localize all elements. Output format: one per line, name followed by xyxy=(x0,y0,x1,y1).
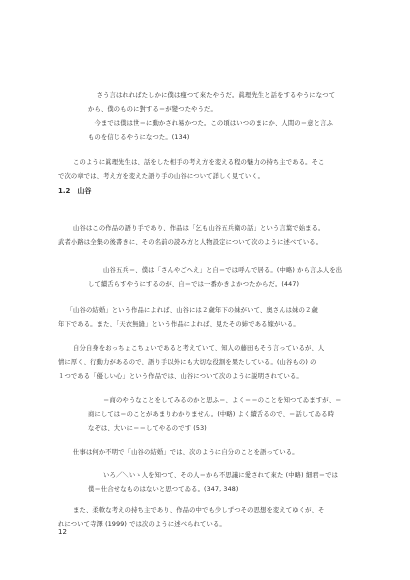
text-line: で次の章では、考え方を変えた語り手の山谷について詳しく見ていく。 xyxy=(58,173,265,180)
text-line: から、僕のものに對する＝が變つたやうだ。 xyxy=(88,106,217,113)
text-line: して續舌らすやうにするのが、自＝では一番かきよかつたからだ。(447) xyxy=(88,281,300,288)
page-number: 12 xyxy=(58,528,67,536)
text-line: １つである「優しい心」という作品では、山谷について次のように説明されている。 xyxy=(58,373,303,380)
text-line: 武者小路は全集の後書きに、その名前の読み方と人物設定について次のように述べている。 xyxy=(58,239,323,246)
text-line: さう言はれればたしかに僕は瘦つて來たやうだ。眞理先生と話をするやうになつて xyxy=(96,92,336,99)
text-line: れについて寺澤 (1999) では次のように述べられている。 xyxy=(58,521,226,528)
text-line: 情に厚く、行動力があるので、語り手以外にも大切な役割を果たしている。(山谷もの) の xyxy=(58,359,317,366)
text-line: 山谷五兵＝、僕は「さんやごへえ」と自＝では呼んで居る。(中略) から言ふ人を出 xyxy=(96,267,343,274)
paragraph-1 xyxy=(58,142,324,198)
text-line: 山谷はこの作品の語り手であり、作品は「乞も山谷五兵衛の話」という言葉で始まる。 xyxy=(66,225,325,232)
text-line: このように眞理先生は、話をした相手の考え方を変える程の魅力の持ち主である。そこ xyxy=(66,159,325,166)
text-line: 「山谷の結婚」という作品によれば、山谷には２歳年下の妹がいて、奥さんは妹の２歳 xyxy=(66,307,318,314)
text-line: なぞは、大いに＝＝してやるのです (53) xyxy=(88,425,207,432)
text-line: 商にしては＝のことがあまりわかりません。(中略) よく續舌るので、＝話してゐる時 xyxy=(88,411,335,418)
text-line: いろ／＼いゝ人を知つて、その人＝から不思議に愛されて來た (中略) 細君＝では xyxy=(96,472,339,479)
text-line: 今までは僕は世＝に動かされ易かつた。この頃はいつのまにか、人間の＝意と言ふ xyxy=(88,120,333,127)
text-line: 僕＝仕合せなものはないと思つてゐる。(347, 348) xyxy=(88,486,239,493)
text-line: ものを信じるやうになつた。(134) xyxy=(88,134,190,141)
text-line: 自分自身をおっちょこちょいであると考えていて、知人の藤田もそう言っているが、人 xyxy=(66,345,325,352)
text-line: ＝商のやうなことをしてみるのかと思ふ＝、よく＝＝のことを知つてゐますが、＝ xyxy=(96,397,342,404)
text-line: 年下である。また、「天衣無縫」という作品によれば、見たその姉である嫁がいる。 xyxy=(58,321,300,328)
section-heading: 1.2 山谷 xyxy=(58,187,92,195)
text-line: 仕事は何か不明で「山谷の結婚」では、次のように自分のことを語っている。 xyxy=(66,449,299,456)
paragraph-6 xyxy=(58,490,324,546)
text-line: また、柔軟な考えの持ち主であり、作品の中でも少しずつその思想を変えてゆくが、そ xyxy=(66,507,325,514)
